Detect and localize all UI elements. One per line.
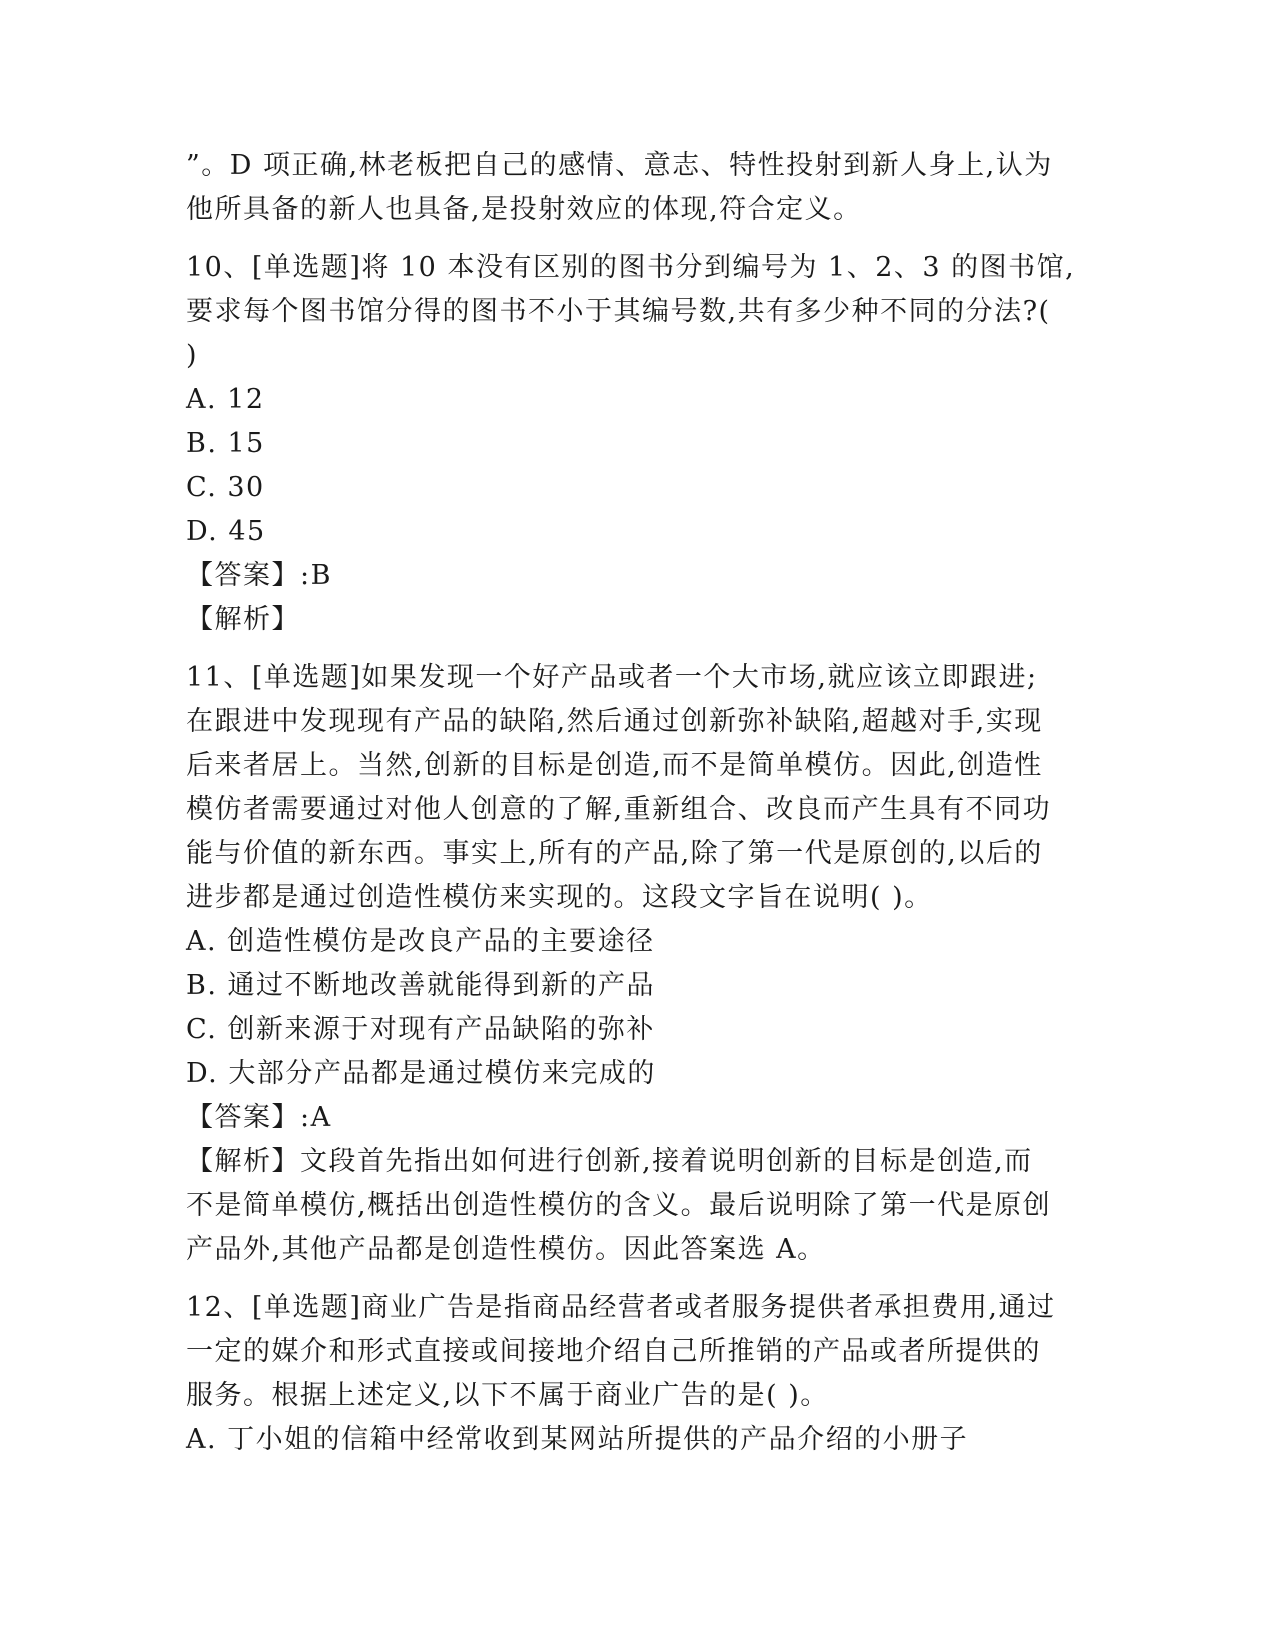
question-stem-line: 11、[单选题]如果发现一个好产品或者一个大市场,就应该立即跟进; — [186, 662, 1038, 693]
question-stem-line: ) — [186, 340, 199, 371]
question-12 — [186, 1286, 1066, 1462]
option-a: A. 创造性模仿是改良产品的主要途径 — [186, 926, 655, 957]
analysis-line: 不是简单模仿,概括出创造性模仿的含义。最后说明除了第一代是原创 — [186, 1190, 1052, 1221]
question-stem-line: 后来者居上。当然,创新的目标是创造,而不是简单模仿。因此,创造性 — [186, 750, 1043, 781]
analysis-line: 产品外,其他产品都是创造性模仿。因此答案选 A。 — [186, 1234, 826, 1265]
option-c: C. 创新来源于对现有产品缺陷的弥补 — [186, 1014, 655, 1045]
option-b: B. 15 — [186, 428, 265, 459]
question-stem-line: 模仿者需要通过对他人创意的了解,重新组合、改良而产生具有不同功 — [186, 794, 1052, 825]
text-line: ”。D 项正确,林老板把自己的感情、意志、特性投射到新人身上,认为 — [186, 150, 1053, 181]
question-stem-line: 在跟进中发现现有产品的缺陷,然后通过创新弥补缺陷,超越对手,实现 — [186, 706, 1043, 737]
question-stem-line: 能与价值的新东西。事实上,所有的产品,除了第一代是原创的,以后的 — [186, 838, 1043, 869]
option-d: D. 大部分产品都是通过模仿来完成的 — [186, 1058, 656, 1089]
text-line: 他所具备的新人也具备,是投射效应的体现,符合定义。 — [186, 194, 862, 225]
question-stem-line: 12、[单选题]商业广告是指商品经营者或者服务提供者承担费用,通过 — [186, 1292, 1056, 1323]
document-body — [186, 144, 1076, 1462]
question-stem-line: 要求每个图书馆分得的图书不小于其编号数,共有多少种不同的分法?( — [186, 296, 1051, 327]
option-c: C. 30 — [186, 472, 265, 503]
question-stem-line: 一定的媒介和形式直接或间接地介绍自己所推销的产品或者所提供的 — [186, 1336, 1041, 1367]
option-a: A. 丁小姐的信箱中经常收到某网站所提供的产品介绍的小册子 — [186, 1424, 969, 1455]
question-11 — [186, 656, 1066, 1272]
question-stem-line: 进步都是通过创造性模仿来实现的。这段文字旨在说明( )。 — [186, 882, 933, 913]
question-10 — [186, 246, 1076, 642]
question-stem-line: 服务。根据上述定义,以下不属于商业广告的是( )。 — [186, 1380, 829, 1411]
answer-line: 【答案】:A — [186, 1102, 332, 1133]
analysis-line: 【解析】文段首先指出如何进行创新,接着说明创新的目标是创造,而 — [186, 1146, 1033, 1177]
answer-line: 【答案】:B — [186, 560, 332, 591]
intro-paragraph — [186, 144, 1066, 232]
question-stem-line: 10、[单选题]将 10 本没有区别的图书分到编号为 1、2、3 的图书馆, — [186, 252, 1076, 283]
option-b: B. 通过不断地改善就能得到新的产品 — [186, 970, 656, 1001]
option-a: A. 12 — [186, 384, 265, 415]
option-d: D. 45 — [186, 516, 266, 547]
analysis-line: 【解析】 — [186, 604, 300, 635]
